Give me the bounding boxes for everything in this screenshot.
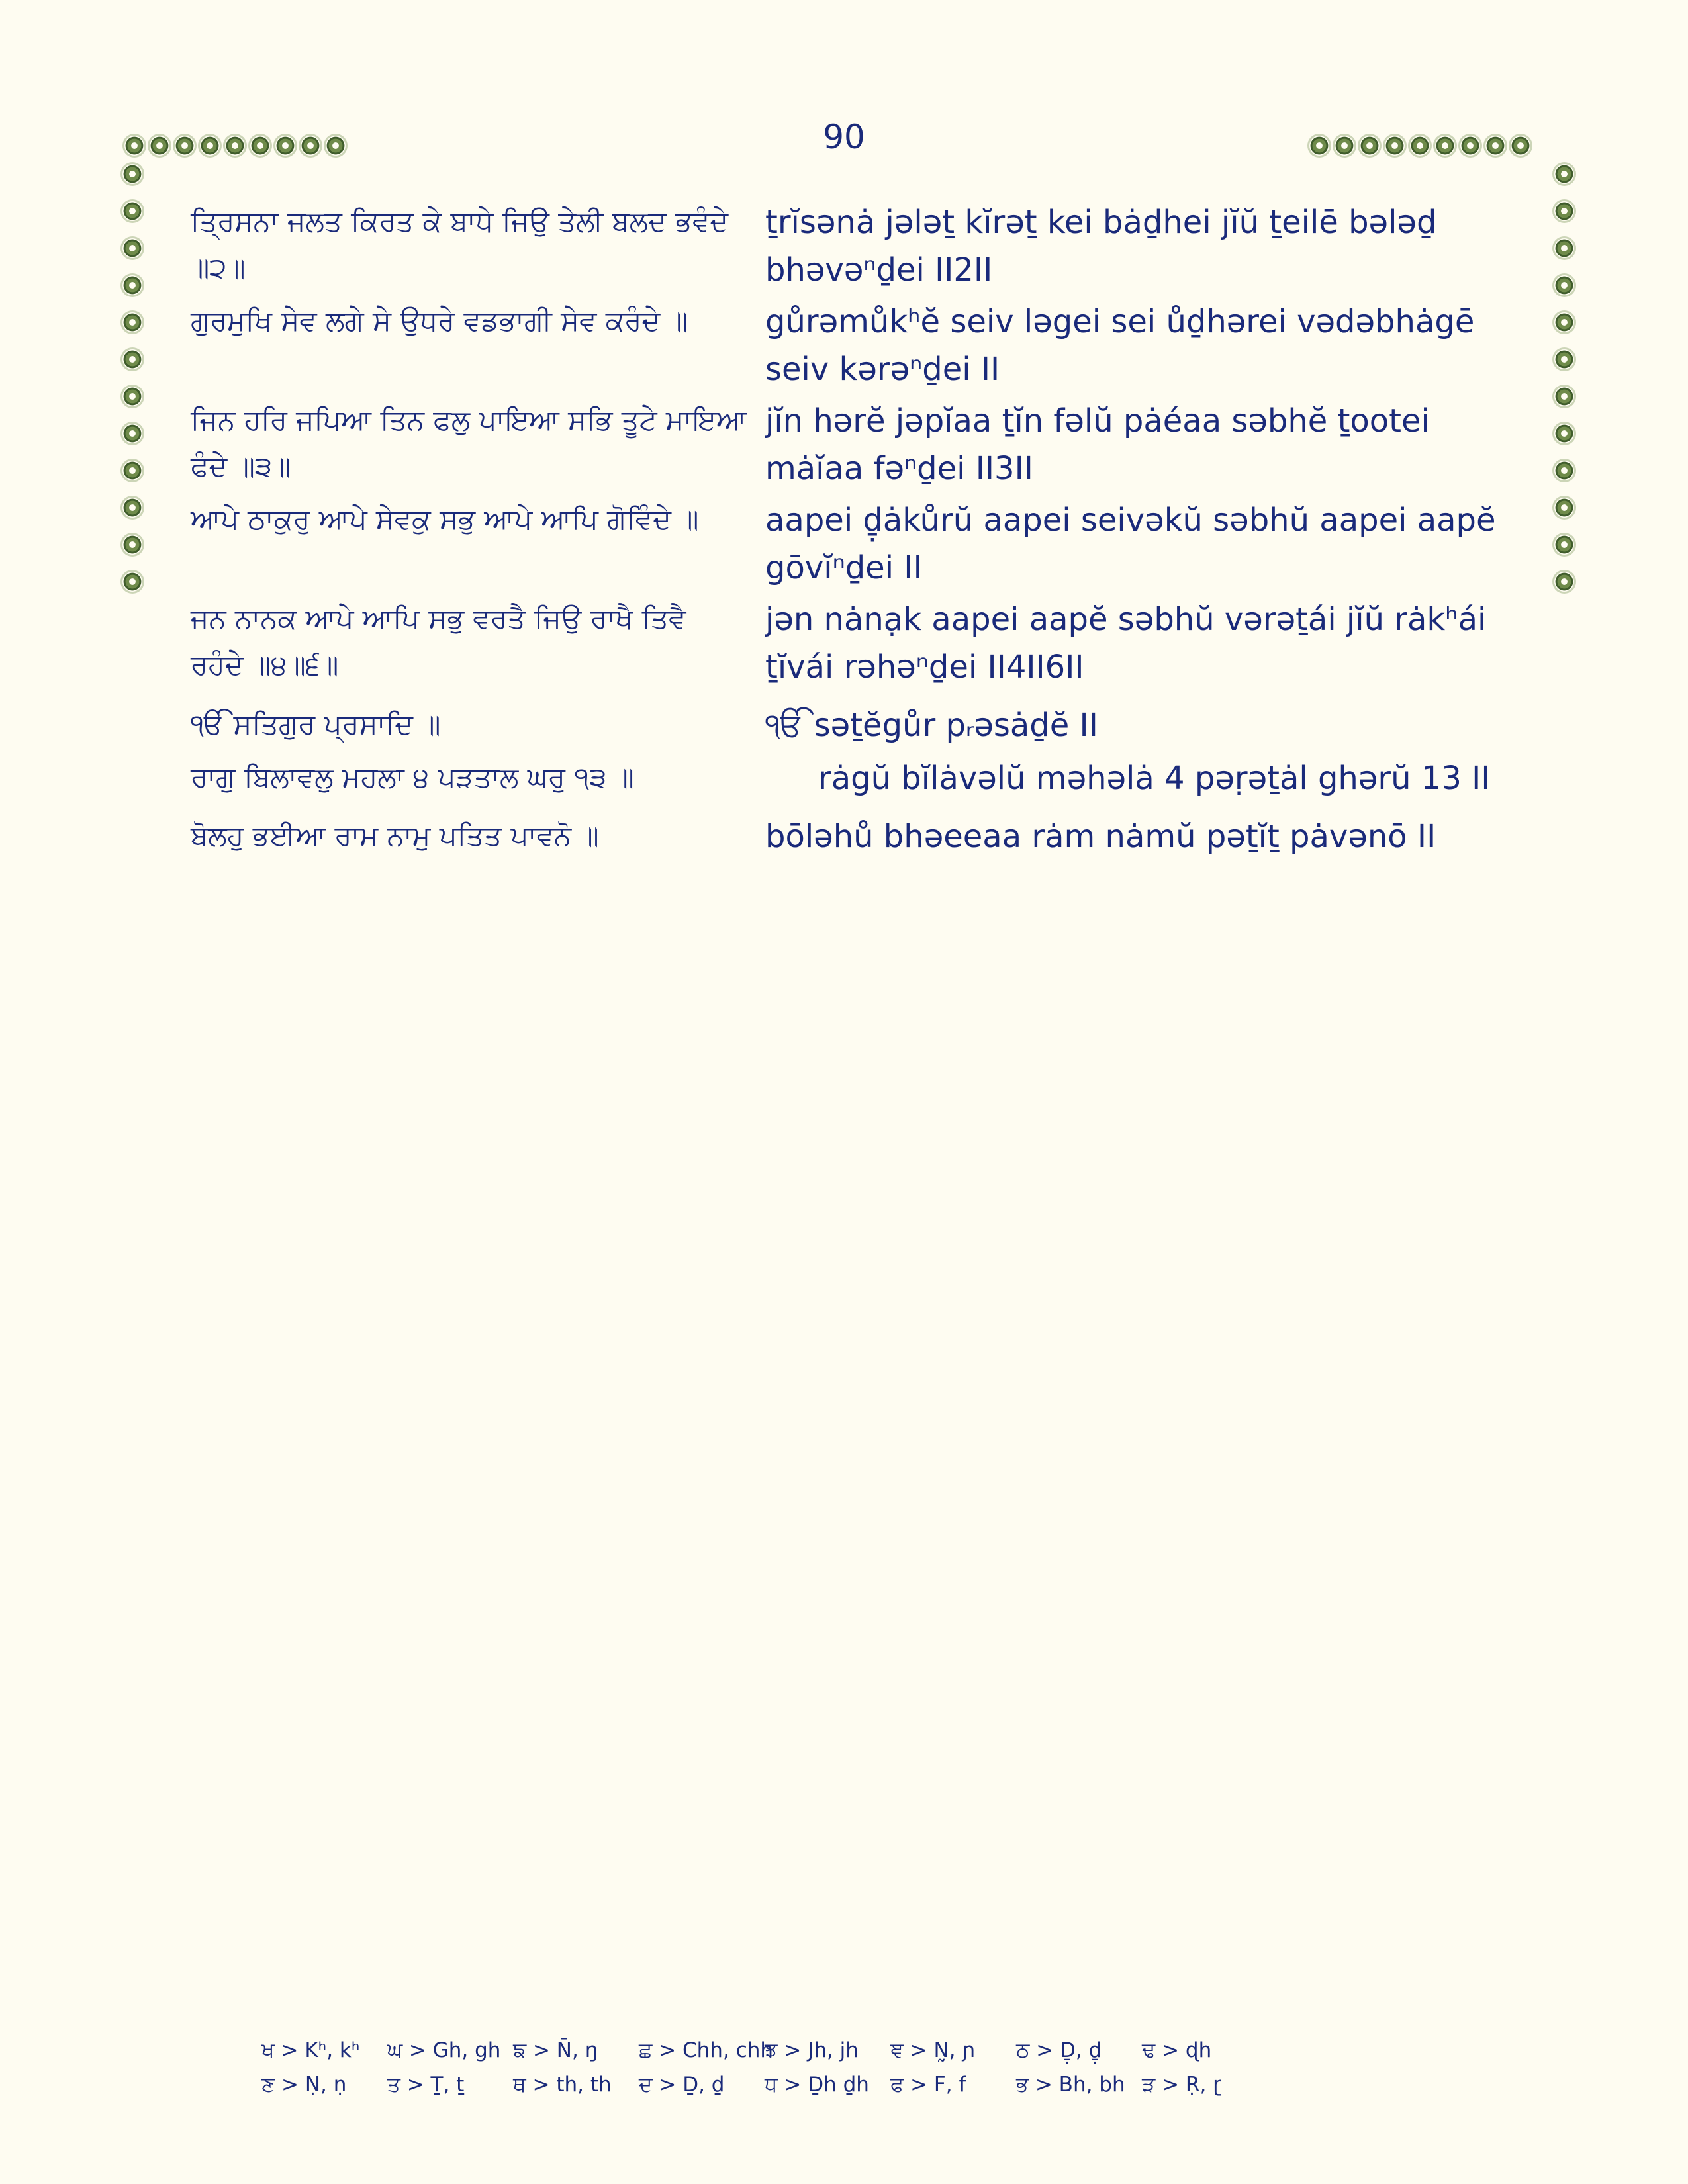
flower-ornament-icon — [1309, 136, 1329, 156]
legend-item: ਤ > Ṯ, ṯ — [387, 2073, 465, 2097]
legend-item: ਢ > ɖh — [1142, 2038, 1212, 2062]
verse-transliteration: rȧgŭ bĭlȧvəlŭ məhəlȧ 4 pəṛəṯȧl ghərŭ 13 II — [818, 760, 1491, 797]
flower-ornament-icon — [1385, 136, 1405, 156]
flower-ornament-icon — [122, 238, 142, 258]
legend-item: ਙ > N̄, ŋ — [513, 2038, 598, 2062]
flower-ornament-icon — [1485, 136, 1505, 156]
verse-gurmukhi: ਰਾਗੁ ਬਿਲਾਵਲੁ ਮਹਲਾ ੪ ਪੜਤਾਲ ਘਰੁ ੧੩ ॥ — [191, 761, 634, 794]
legend-item: ਠ > Ḏ̣, ḏ̣ — [1016, 2038, 1102, 2062]
legend-item: ਝ > Jh, jh — [765, 2038, 859, 2062]
flower-ornament-icon — [1554, 387, 1574, 406]
legend-item: ਦ > Ḏ, ḏ — [639, 2073, 725, 2097]
flower-ornament-icon — [1554, 349, 1574, 369]
legend-item: ਭ > Bh, bh — [1016, 2073, 1125, 2097]
verse-gurmukhi: ਗੁਰਮੁਖਿ ਸੇਵ ਲਗੇ ਸੇ ਉਧਰੇ ਵਡਭਾਗੀ ਸੇਵ ਕਰੰਦੇ ॥ — [191, 304, 688, 337]
flower-ornament-icon — [326, 136, 346, 156]
flower-ornament-icon — [122, 201, 142, 221]
flower-ornament-icon — [1511, 136, 1530, 156]
legend-item: ਖ > Kʰ, kʰ — [261, 2038, 360, 2062]
ornament-border-top-left — [124, 136, 346, 162]
flower-ornament-icon — [1554, 275, 1574, 295]
flower-ornament-icon — [122, 535, 142, 555]
transliteration-legend — [261, 2038, 1268, 2107]
flower-ornament-icon — [124, 136, 144, 156]
flower-ornament-icon — [1554, 164, 1574, 184]
verse-gurmukhi: ਜਨ ਨਾਨਕ ਆਪੇ ਆਪਿ ਸਭੁ ਵਰਤੈ ਜਿਉ ਰਾਖੈ ਤਿਵੈ ਰਹੰਦੇ ॥੪॥੬॥ — [191, 602, 686, 681]
page-number: 90 — [823, 118, 865, 156]
flower-ornament-icon — [301, 136, 320, 156]
flower-ornament-icon — [122, 424, 142, 443]
flower-ornament-icon — [1335, 136, 1354, 156]
legend-item: ਥ > th, th — [513, 2073, 612, 2097]
legend-item: ੜ > Ṛ, ɽ — [1142, 2073, 1221, 2097]
flower-ornament-icon — [122, 349, 142, 369]
verse-transliteration: bōləhů bhəeeaa rȧm nȧmŭ pəṯĭṯ pȧvənō II — [765, 818, 1436, 855]
verse-transliteration: jən nȧnạk aapei aapĕ səbhŭ vərəṯái jĭŭ rȧkʰái ṯĭvái rəhəⁿḏei II4II6II — [765, 601, 1487, 686]
flower-ornament-icon — [1554, 201, 1574, 221]
verse-transliteration: ੴ səṯĕgůr pᵣəsȧḏĕ II — [765, 707, 1098, 744]
ornament-border-right — [1554, 164, 1581, 592]
flower-ornament-icon — [1554, 498, 1574, 518]
legend-row — [261, 2038, 1268, 2073]
verse-transliteration: gůrəmůkʰĕ seiv ləgei sei ůḏhərei vədəbhȧgē seiv kərəⁿḏei II — [765, 303, 1475, 388]
verse-gurmukhi: ੴ ਸਤਿਗੁਰ ਪ੍ਰਸਾਦਿ ॥ — [191, 708, 441, 741]
flower-ornament-icon — [122, 461, 142, 480]
flower-ornament-icon — [1554, 535, 1574, 555]
verse-gurmukhi: ਆਪੇ ਠਾਕੁਰੁ ਆਪੇ ਸੇਵਕੁ ਸਭੁ ਆਪੇ ਆਪਿ ਗੋਵਿੰਦੇ ॥ — [191, 503, 699, 535]
verse-gurmukhi: ਬੋਲਹੁ ਭਈਆ ਰਾਮ ਨਾਮੁ ਪਤਿਤ ਪਾਵਨੋ ॥ — [191, 819, 599, 852]
flower-ornament-icon — [150, 136, 169, 156]
legend-item: ਧ > Ḏh ḏh — [765, 2073, 869, 2097]
flower-ornament-icon — [122, 572, 142, 592]
flower-ornament-icon — [1554, 424, 1574, 443]
legend-row — [261, 2073, 1268, 2107]
verse-gurmukhi: ਜਿਨ ਹਰਿ ਜਪਿਆ ਤਿਨ ਫਲੁ ਪਾਇਆ ਸਭਿ ਤੂਟੇ ਮਾਇਆ ਫੰਦੇ ॥੩॥ — [191, 404, 747, 482]
flower-ornament-icon — [200, 136, 220, 156]
legend-item: ਛ > Chh, chh — [639, 2038, 774, 2062]
flower-ornament-icon — [1435, 136, 1455, 156]
flower-ornament-icon — [122, 498, 142, 518]
ornament-border-top-right — [1309, 136, 1530, 162]
verse-transliteration: aapei ḏ̣ȧkůrŭ aapei seivəkŭ səbhŭ aapei aapĕ gōvĭⁿḏei II — [765, 502, 1496, 586]
flower-ornament-icon — [122, 164, 142, 184]
flower-ornament-icon — [1410, 136, 1430, 156]
flower-ornament-icon — [122, 312, 142, 332]
flower-ornament-icon — [175, 136, 195, 156]
flower-ornament-icon — [1554, 461, 1574, 480]
flower-ornament-icon — [122, 275, 142, 295]
flower-ornament-icon — [1554, 572, 1574, 592]
legend-item: ਣ > Ṇ, ṇ — [261, 2073, 347, 2097]
flower-ornament-icon — [275, 136, 295, 156]
legend-item: ਘ > Gh, gh — [387, 2038, 501, 2062]
flower-ornament-icon — [1554, 238, 1574, 258]
flower-ornament-icon — [1554, 312, 1574, 332]
legend-item: ਫ > F, f — [890, 2073, 966, 2097]
flower-ornament-icon — [225, 136, 245, 156]
verse-transliteration: ṯrĭsənȧ jələṯ kĭrəṯ kei bȧḏhei jĭŭ ṯeilē bələḏ bhəvəⁿḏei II2II — [765, 204, 1437, 289]
verse-gurmukhi: ਤ੍ਰਿਸਨਾ ਜਲਤ ਕਿਰਤ ਕੇ ਬਾਧੇ ਜਿਉ ਤੇਲੀ ਬਲਦ ਭਵੰਦੇ ॥੨॥ — [191, 205, 729, 284]
flower-ornament-icon — [1360, 136, 1380, 156]
legend-item: ਞ > N̰, ɲ — [890, 2038, 976, 2062]
verse-transliteration: jĭn hərĕ jəpĭaa ṯĭn fəlŭ pȧéaa səbhĕ ṯootei mȧĭaa fəⁿḏei II3II — [765, 402, 1430, 487]
flower-ornament-icon — [122, 387, 142, 406]
ornament-border-left — [122, 164, 149, 592]
flower-ornament-icon — [250, 136, 270, 156]
flower-ornament-icon — [1460, 136, 1480, 156]
